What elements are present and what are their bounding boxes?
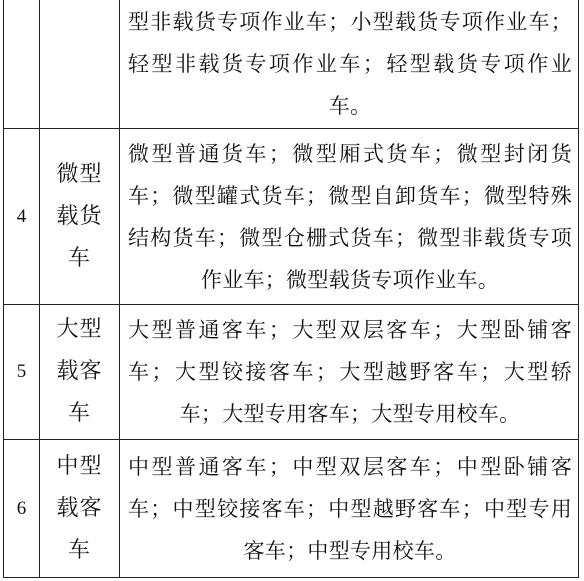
vehicle-type-line: 微型 <box>56 161 103 187</box>
vehicle-models-cell: 型非载货专项作业车；小型载货专项作业车；轻型非载货专项作业车；轻型载货专项作业车。 <box>120 0 579 129</box>
vehicle-type-line: 车 <box>67 245 91 271</box>
vehicle-type-cell <box>40 129 120 305</box>
table-row <box>4 0 579 129</box>
row-number-cell: 4 <box>4 129 40 305</box>
vehicle-classification-table <box>3 0 579 578</box>
row-number-cell: 5 <box>4 305 40 440</box>
vehicle-type-line: 中型 <box>56 453 103 479</box>
vehicle-type-line: 车 <box>67 537 91 563</box>
vehicle-type-cell <box>40 440 120 578</box>
table-row <box>4 129 579 305</box>
row-number-cell <box>4 0 40 129</box>
vehicle-type-line: 大型 <box>56 317 103 342</box>
vehicle-models-cell: 微型普通货车；微型厢式货车；微型封闭货车；微型罐式货车；微型自卸货车；微型特殊结构货车；微型仓栅式货车；微型非载货专项作业车；微型载货专项作业车。 <box>120 129 579 305</box>
vehicle-type-cell <box>40 0 120 129</box>
table-row <box>4 305 579 440</box>
vehicle-models-cell: 中型普通客车；中型双层客车；中型卧铺客车；中型铰接客车；中型越野客车；中型专用客车；中型专用校车。 <box>120 440 579 578</box>
vehicle-type-line: 载客 <box>56 495 103 521</box>
table-row <box>4 440 579 578</box>
vehicle-type-line: 载客 <box>56 359 103 384</box>
vehicle-type-line: 车 <box>67 401 91 426</box>
vehicle-models-cell: 大型普通客车；大型双层客车；大型卧铺客车；大型铰接客车；大型越野客车；大型轿车；大型专用客车；大型专用校车。 <box>120 305 579 440</box>
vehicle-type-cell <box>40 305 120 440</box>
row-number-cell: 6 <box>4 440 40 578</box>
vehicle-type-line: 载货 <box>56 203 103 229</box>
